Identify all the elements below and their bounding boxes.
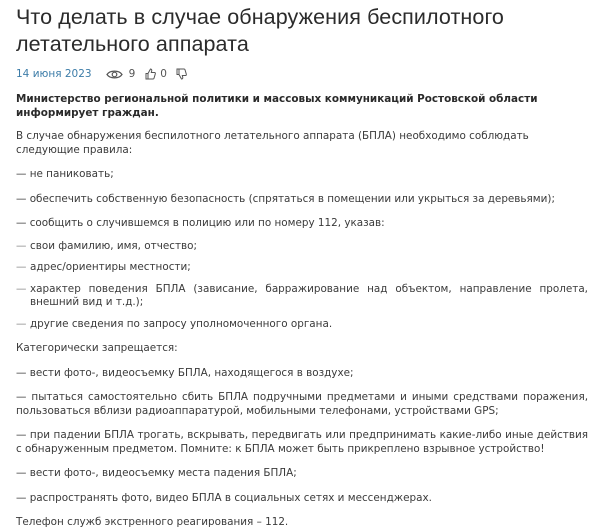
thumbs-down-icon <box>176 68 187 80</box>
intro-paragraph: В случае обнаружения беспилотного летательного аппарата (БПЛА) необходимо соблюдать следующие правила: <box>16 130 529 156</box>
list-item: — характер поведения БПЛА (зависание, барражирование над объектом, направление пролета, внешний вид и т.д.); <box>16 282 588 308</box>
publish-date: 14 июня 2023 <box>16 68 92 80</box>
list-item: — адрес/ориентиры местности; <box>16 261 191 273</box>
like-button[interactable] <box>145 68 167 80</box>
rule-item: — сообщить о случившемся в полицию или по номеру 112, указав: <box>16 217 385 229</box>
list-dash: — <box>16 239 27 252</box>
eye-icon <box>106 69 123 80</box>
views-counter <box>106 68 136 80</box>
lead-paragraph: Министерство региональной политики и массовых коммуникаций Ростовской области информирует граждан. <box>16 93 538 119</box>
report-details-list <box>16 240 588 332</box>
list-dash: — <box>16 261 27 273</box>
article-body <box>16 93 588 530</box>
prohibited-heading: Категорически запрещается: <box>16 342 178 354</box>
prohibited-item: — при падении БПЛА трогать, вскрывать, передвигать или предпринимать какие-либо иные действия с обнаруженным предметом. Помните: к БПЛА может быть прикреплено взрывное устройство! <box>16 429 588 455</box>
prohibited-item: — пытаться самостоятельно сбить БПЛА подручными предметами и иными средствами поражения, пользоваться вблизи радиоаппаратурой, мобильными телефонами, устройствами GPS; <box>16 391 588 417</box>
prohibited-item: — распространять фото, видео БПЛА в социальных сетях и мессенджерах. <box>16 491 432 504</box>
thumbs-up-icon <box>145 68 156 80</box>
rule-item: — обеспечить собственную безопасность (спрятаться в помещении или укрыться за деревьями); <box>16 192 555 205</box>
views-count: 9 <box>128 68 136 80</box>
dislike-button[interactable] <box>175 68 187 80</box>
article-meta <box>16 65 588 83</box>
prohibited-item: — вести фото-, видеосъемку БПЛА, находящегося в воздухе; <box>16 366 354 379</box>
rule-item: — не паниковать; <box>16 168 114 180</box>
list-item: — другие сведения по запросу уполномоченного органа. <box>16 317 333 330</box>
list-item: — свои фамилию, имя, отчество; <box>16 239 197 252</box>
likes-count: 0 <box>160 68 167 80</box>
prohibited-item: — вести фото-, видеосъемку места падения БПЛА; <box>16 467 297 479</box>
list-dash: — <box>16 317 27 330</box>
page-title: Что делать в случае обнаружения беспилотного летательного аппарата <box>16 5 504 56</box>
list-dash: — <box>16 282 27 295</box>
emergency-phone: Телефон служб экстренного реагирования – 112. <box>16 516 289 528</box>
